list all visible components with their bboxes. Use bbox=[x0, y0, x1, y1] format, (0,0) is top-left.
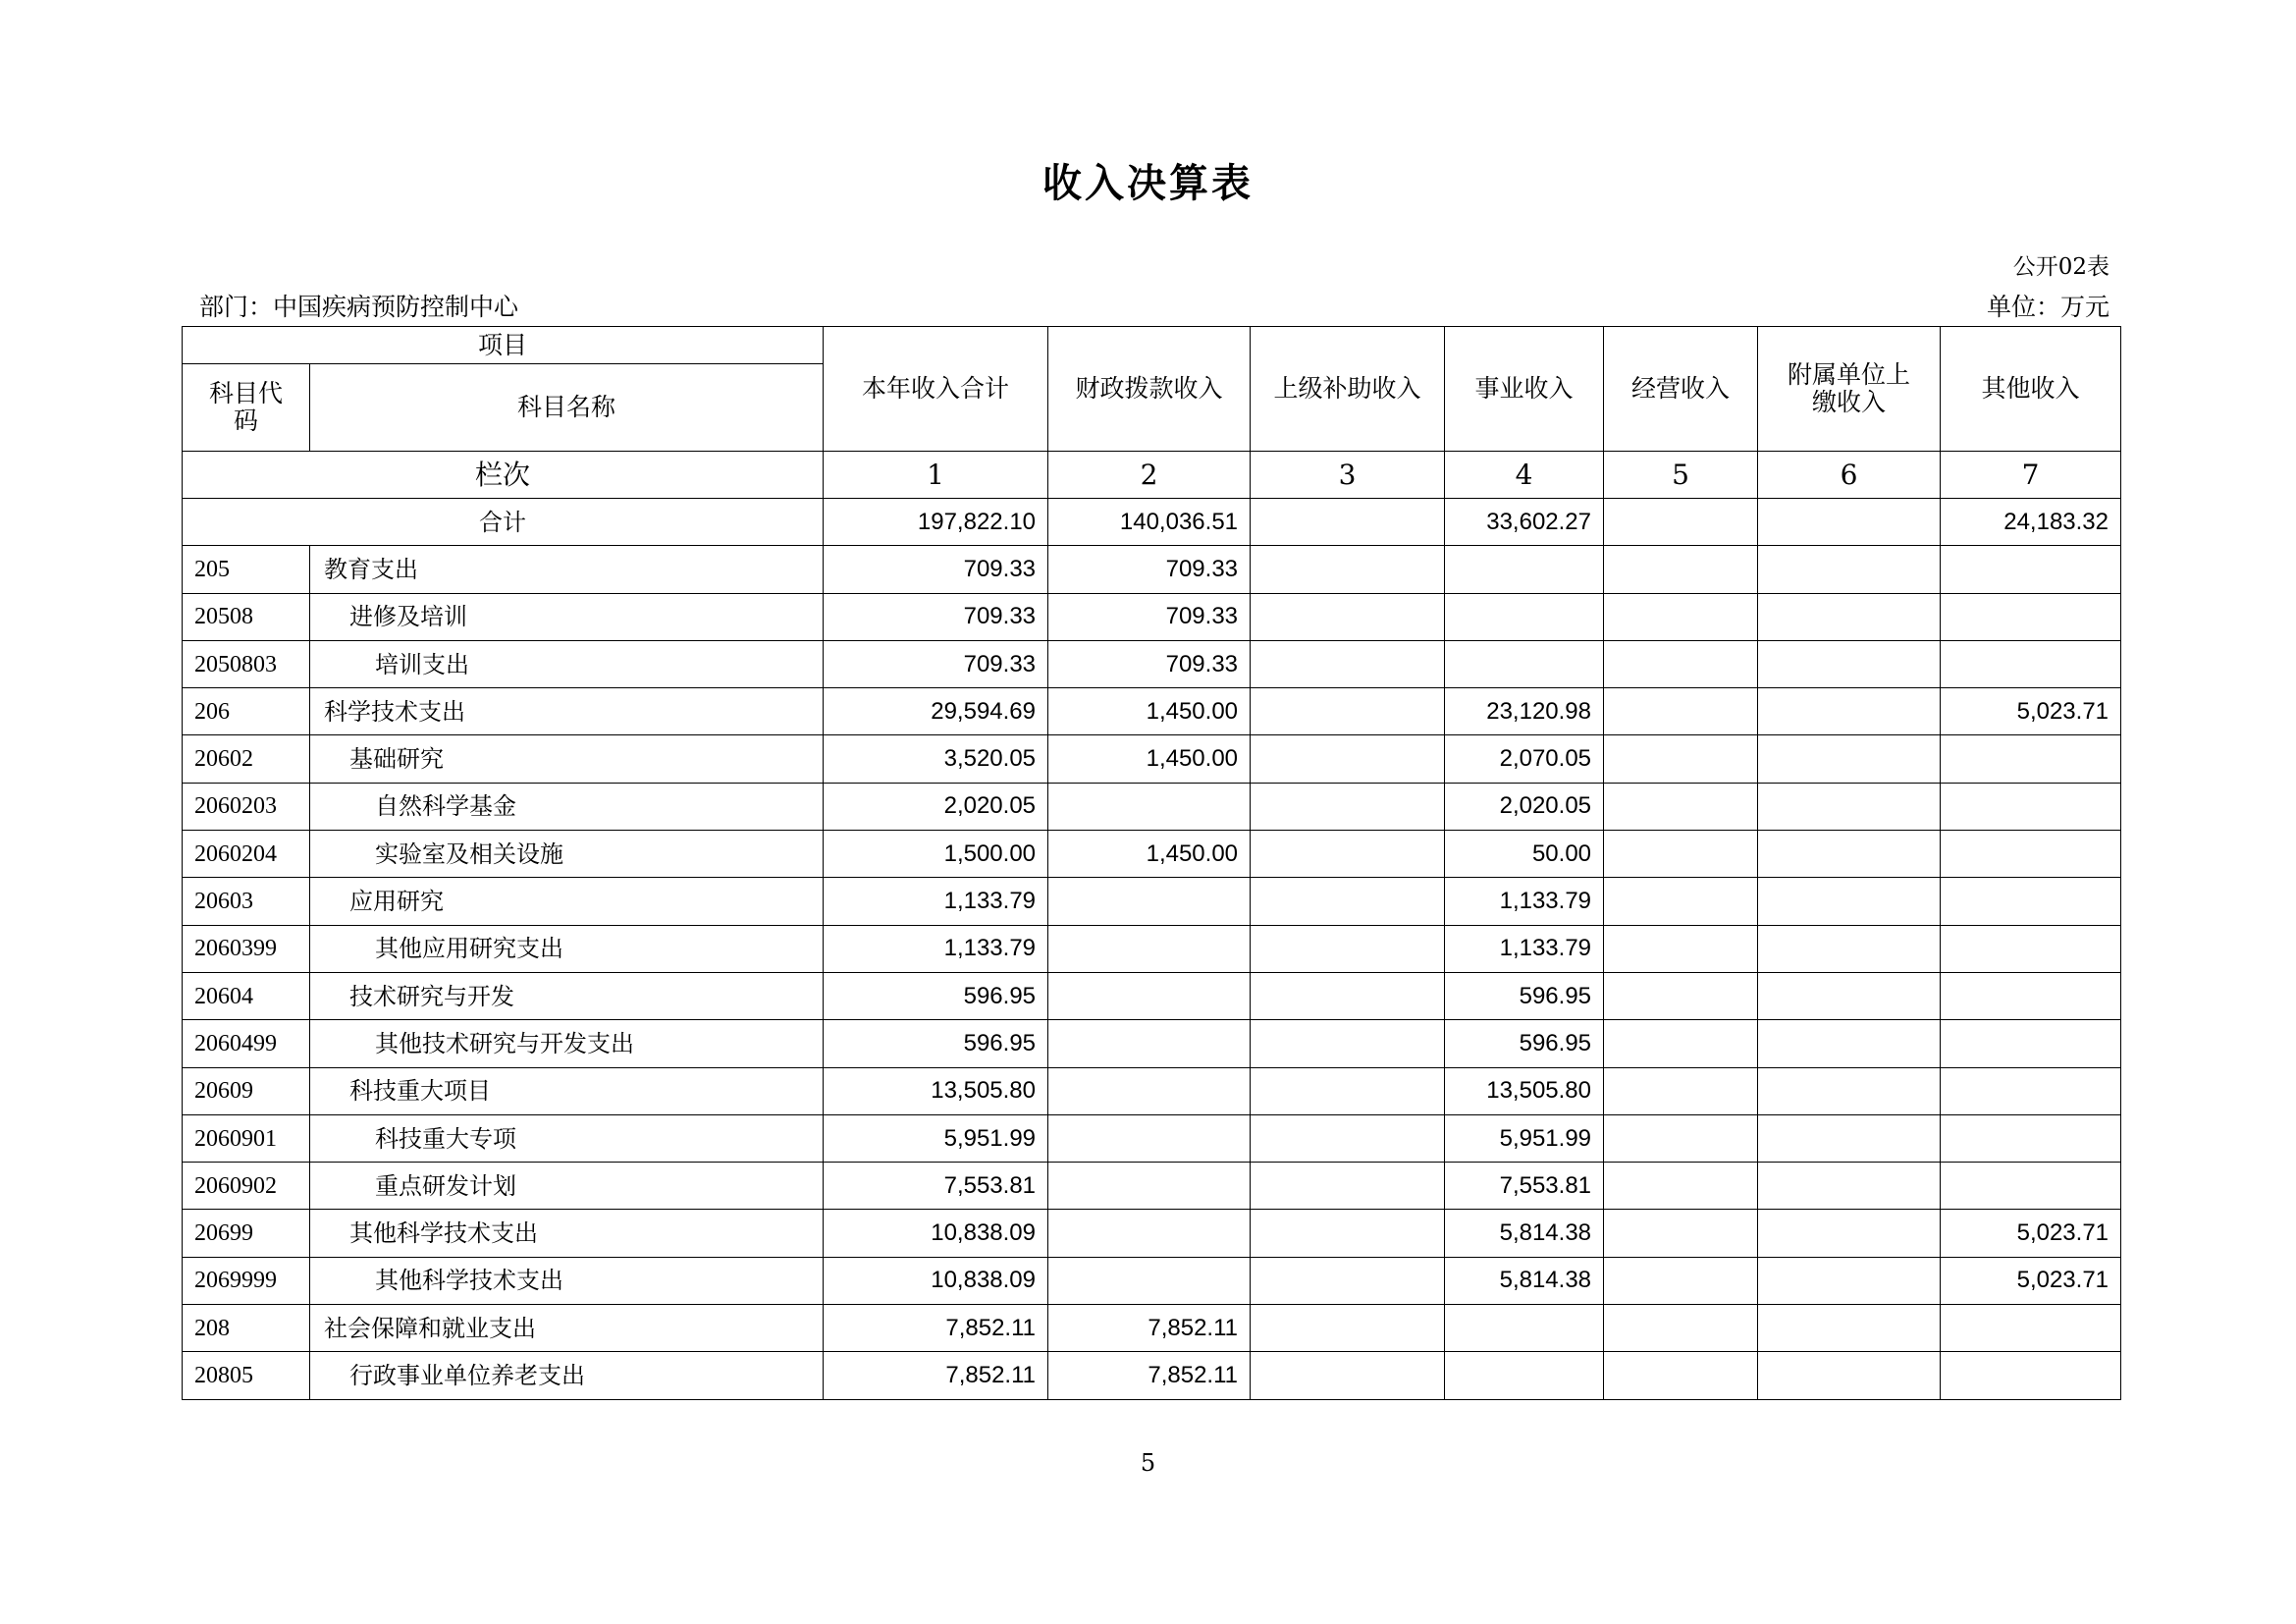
cell-col-1: 709.33 bbox=[824, 640, 1048, 687]
cell-col-4: 596.95 bbox=[1445, 1020, 1604, 1067]
total-value: 33,602.27 bbox=[1445, 499, 1604, 546]
cell-col-7 bbox=[1941, 1020, 2121, 1067]
cell-col-6 bbox=[1758, 1305, 1941, 1352]
cell-col-4: 1,133.79 bbox=[1445, 925, 1604, 972]
cell-col-3 bbox=[1251, 1257, 1445, 1304]
cell-col-2 bbox=[1048, 1020, 1251, 1067]
cell-col-4 bbox=[1445, 1352, 1604, 1399]
cell-col-4 bbox=[1445, 546, 1604, 593]
cell-col-3 bbox=[1251, 593, 1445, 640]
cell-col-2 bbox=[1048, 878, 1251, 925]
cell-col-4 bbox=[1445, 640, 1604, 687]
lanci-num-5: 5 bbox=[1604, 452, 1758, 499]
cell-col-1: 709.33 bbox=[824, 546, 1048, 593]
table-row bbox=[183, 1114, 2121, 1162]
cell-col-5 bbox=[1604, 593, 1758, 640]
cell-col-3 bbox=[1251, 1067, 1445, 1114]
cell-col-1: 709.33 bbox=[824, 593, 1048, 640]
cell-col-3 bbox=[1251, 831, 1445, 878]
subject-name: 科学技术支出 bbox=[310, 688, 824, 735]
table-row bbox=[183, 1305, 2121, 1352]
cell-col-7 bbox=[1941, 972, 2121, 1019]
cell-col-1: 1,133.79 bbox=[824, 878, 1048, 925]
subject-code: 2060499 bbox=[183, 1020, 310, 1067]
cell-col-7 bbox=[1941, 1352, 2121, 1399]
cell-col-6 bbox=[1758, 831, 1941, 878]
cell-col-6 bbox=[1758, 1114, 1941, 1162]
page-number: 5 bbox=[1140, 1449, 1156, 1477]
cell-col-6 bbox=[1758, 735, 1941, 783]
cell-col-7: 5,023.71 bbox=[1941, 1257, 2121, 1304]
header-col-6: 附属单位上缴收入 bbox=[1758, 327, 1941, 452]
cell-col-6 bbox=[1758, 640, 1941, 687]
cell-col-4: 5,814.38 bbox=[1445, 1210, 1604, 1257]
subject-name: 其他科学技术支出 bbox=[310, 1257, 824, 1304]
cell-col-1: 29,594.69 bbox=[824, 688, 1048, 735]
header-col-3: 上级补助收入 bbox=[1251, 327, 1445, 452]
cell-col-7 bbox=[1941, 640, 2121, 687]
cell-col-4: 596.95 bbox=[1445, 972, 1604, 1019]
table-row bbox=[183, 593, 2121, 640]
cell-col-1: 1,500.00 bbox=[824, 831, 1048, 878]
header-col-5: 经营收入 bbox=[1604, 327, 1758, 452]
cell-col-7 bbox=[1941, 831, 2121, 878]
cell-col-2 bbox=[1048, 925, 1251, 972]
subject-name: 其他技术研究与开发支出 bbox=[310, 1020, 824, 1067]
cell-col-5 bbox=[1604, 1352, 1758, 1399]
cell-col-5 bbox=[1604, 925, 1758, 972]
header-col-4: 事业收入 bbox=[1445, 327, 1604, 452]
table-row bbox=[183, 878, 2121, 925]
cell-col-6 bbox=[1758, 1210, 1941, 1257]
cell-col-2 bbox=[1048, 783, 1251, 830]
cell-col-7 bbox=[1941, 878, 2121, 925]
table-row bbox=[183, 831, 2121, 878]
cell-col-4 bbox=[1445, 1305, 1604, 1352]
subject-code: 2050803 bbox=[183, 640, 310, 687]
cell-col-7 bbox=[1941, 1114, 2121, 1162]
cell-col-6 bbox=[1758, 546, 1941, 593]
cell-col-4: 1,133.79 bbox=[1445, 878, 1604, 925]
header-row-item bbox=[183, 327, 2121, 364]
subject-code: 20508 bbox=[183, 593, 310, 640]
subject-name: 培训支出 bbox=[310, 640, 824, 687]
cell-col-5 bbox=[1604, 546, 1758, 593]
cell-col-1: 13,505.80 bbox=[824, 1067, 1048, 1114]
cell-col-3 bbox=[1251, 546, 1445, 593]
cell-col-7: 5,023.71 bbox=[1941, 1210, 2121, 1257]
cell-col-3 bbox=[1251, 1352, 1445, 1399]
cell-col-2: 709.33 bbox=[1048, 593, 1251, 640]
subject-code: 2060399 bbox=[183, 925, 310, 972]
cell-col-3 bbox=[1251, 1163, 1445, 1210]
subject-code: 2060203 bbox=[183, 783, 310, 830]
subject-code: 20699 bbox=[183, 1210, 310, 1257]
cell-col-1: 596.95 bbox=[824, 972, 1048, 1019]
table-row bbox=[183, 1210, 2121, 1257]
cell-col-5 bbox=[1604, 640, 1758, 687]
unit-label: 单位：万元 bbox=[1986, 293, 2109, 321]
table-row bbox=[183, 783, 2121, 830]
cell-col-1: 7,852.11 bbox=[824, 1305, 1048, 1352]
subject-code: 20604 bbox=[183, 972, 310, 1019]
cell-col-7 bbox=[1941, 735, 2121, 783]
cell-col-3 bbox=[1251, 640, 1445, 687]
table-row bbox=[183, 925, 2121, 972]
total-value bbox=[1251, 499, 1445, 546]
subject-name: 社会保障和就业支出 bbox=[310, 1305, 824, 1352]
cell-col-2: 709.33 bbox=[1048, 640, 1251, 687]
cell-col-5 bbox=[1604, 1114, 1758, 1162]
cell-col-4: 5,951.99 bbox=[1445, 1114, 1604, 1162]
subject-name: 技术研究与开发 bbox=[310, 972, 824, 1019]
lanci-num-7: 7 bbox=[1941, 452, 2121, 499]
total-value bbox=[1758, 499, 1941, 546]
table-row bbox=[183, 546, 2121, 593]
cell-col-5 bbox=[1604, 878, 1758, 925]
cell-col-1: 2,020.05 bbox=[824, 783, 1048, 830]
cell-col-3 bbox=[1251, 925, 1445, 972]
cell-col-4: 7,553.81 bbox=[1445, 1163, 1604, 1210]
cell-col-3 bbox=[1251, 878, 1445, 925]
total-value: 140,036.51 bbox=[1048, 499, 1251, 546]
subject-name: 基础研究 bbox=[310, 735, 824, 783]
cell-col-6 bbox=[1758, 878, 1941, 925]
cell-col-7 bbox=[1941, 783, 2121, 830]
table-row bbox=[183, 1067, 2121, 1114]
table-row bbox=[183, 1163, 2121, 1210]
header-col-2: 财政拨款收入 bbox=[1048, 327, 1251, 452]
cell-col-2 bbox=[1048, 1067, 1251, 1114]
cell-col-2 bbox=[1048, 1163, 1251, 1210]
total-value: 197,822.10 bbox=[824, 499, 1048, 546]
header-item: 项目 bbox=[183, 327, 824, 364]
cell-col-1: 10,838.09 bbox=[824, 1257, 1048, 1304]
cell-col-1: 5,951.99 bbox=[824, 1114, 1048, 1162]
lanci-num-4: 4 bbox=[1445, 452, 1604, 499]
table-row bbox=[183, 735, 2121, 783]
lanci-num-3: 3 bbox=[1251, 452, 1445, 499]
cell-col-1: 7,852.11 bbox=[824, 1352, 1048, 1399]
subject-name: 教育支出 bbox=[310, 546, 824, 593]
cell-col-4: 23,120.98 bbox=[1445, 688, 1604, 735]
cell-col-5 bbox=[1604, 783, 1758, 830]
cell-col-5 bbox=[1604, 1163, 1758, 1210]
subject-name: 实验室及相关设施 bbox=[310, 831, 824, 878]
header-col-1: 本年收入合计 bbox=[824, 327, 1048, 452]
subject-code: 20603 bbox=[183, 878, 310, 925]
cell-col-6 bbox=[1758, 1020, 1941, 1067]
header-col-7: 其他收入 bbox=[1941, 327, 2121, 452]
cell-col-7 bbox=[1941, 1163, 2121, 1210]
cell-col-1: 596.95 bbox=[824, 1020, 1048, 1067]
subject-code: 2060902 bbox=[183, 1163, 310, 1210]
cell-col-2: 1,450.00 bbox=[1048, 735, 1251, 783]
cell-col-3 bbox=[1251, 1114, 1445, 1162]
cell-col-5 bbox=[1604, 1305, 1758, 1352]
cell-col-3 bbox=[1251, 1210, 1445, 1257]
subject-name: 自然科学基金 bbox=[310, 783, 824, 830]
income-table bbox=[182, 326, 2121, 1400]
header-name: 科目名称 bbox=[310, 364, 824, 452]
cell-col-2: 1,450.00 bbox=[1048, 831, 1251, 878]
cell-col-3 bbox=[1251, 1305, 1445, 1352]
cell-col-1: 7,553.81 bbox=[824, 1163, 1048, 1210]
cell-col-6 bbox=[1758, 1352, 1941, 1399]
lanci-num-6: 6 bbox=[1758, 452, 1941, 499]
report-title: 收入决算表 bbox=[1042, 161, 1254, 206]
subject-code: 2060204 bbox=[183, 831, 310, 878]
cell-col-2: 709.33 bbox=[1048, 546, 1251, 593]
cell-col-6 bbox=[1758, 1163, 1941, 1210]
table-row bbox=[183, 1020, 2121, 1067]
cell-col-5 bbox=[1604, 1210, 1758, 1257]
cell-col-2 bbox=[1048, 1257, 1251, 1304]
cell-col-2 bbox=[1048, 1210, 1251, 1257]
cell-col-7 bbox=[1941, 546, 2121, 593]
lanci-row bbox=[183, 452, 2121, 499]
cell-col-6 bbox=[1758, 688, 1941, 735]
subject-name: 其他科学技术支出 bbox=[310, 1210, 824, 1257]
lanci-label: 栏次 bbox=[183, 452, 824, 499]
total-value: 24,183.32 bbox=[1941, 499, 2121, 546]
table-row bbox=[183, 1257, 2121, 1304]
cell-col-7: 5,023.71 bbox=[1941, 688, 2121, 735]
table-row bbox=[183, 688, 2121, 735]
cell-col-6 bbox=[1758, 1067, 1941, 1114]
subject-code: 20609 bbox=[183, 1067, 310, 1114]
cell-col-5 bbox=[1604, 972, 1758, 1019]
table-row bbox=[183, 972, 2121, 1019]
header-code: 科目代码 bbox=[183, 364, 310, 452]
cell-col-6 bbox=[1758, 972, 1941, 1019]
subject-name: 应用研究 bbox=[310, 878, 824, 925]
department-label: 部门：中国疾病预防控制中心 bbox=[199, 293, 519, 321]
cell-col-1: 1,133.79 bbox=[824, 925, 1048, 972]
subject-name: 科技重大专项 bbox=[310, 1114, 824, 1162]
subject-code: 20805 bbox=[183, 1352, 310, 1399]
cell-col-4: 50.00 bbox=[1445, 831, 1604, 878]
table-row bbox=[183, 1352, 2121, 1399]
cell-col-2 bbox=[1048, 972, 1251, 1019]
cell-col-6 bbox=[1758, 925, 1941, 972]
subject-code: 20602 bbox=[183, 735, 310, 783]
subject-code: 206 bbox=[183, 688, 310, 735]
lanci-num-1: 1 bbox=[824, 452, 1048, 499]
table-row bbox=[183, 640, 2121, 687]
cell-col-1: 10,838.09 bbox=[824, 1210, 1048, 1257]
cell-col-5 bbox=[1604, 831, 1758, 878]
subject-code: 2060901 bbox=[183, 1114, 310, 1162]
cell-col-4: 2,020.05 bbox=[1445, 783, 1604, 830]
cell-col-5 bbox=[1604, 735, 1758, 783]
cell-col-3 bbox=[1251, 688, 1445, 735]
cell-col-5 bbox=[1604, 1067, 1758, 1114]
form-number: 公开02表 bbox=[2012, 254, 2109, 280]
subject-code: 208 bbox=[183, 1305, 310, 1352]
cell-col-1: 3,520.05 bbox=[824, 735, 1048, 783]
cell-col-2: 7,852.11 bbox=[1048, 1352, 1251, 1399]
subject-name: 重点研发计划 bbox=[310, 1163, 824, 1210]
cell-col-3 bbox=[1251, 783, 1445, 830]
cell-col-2: 1,450.00 bbox=[1048, 688, 1251, 735]
cell-col-3 bbox=[1251, 1020, 1445, 1067]
cell-col-4: 13,505.80 bbox=[1445, 1067, 1604, 1114]
cell-col-5 bbox=[1604, 1257, 1758, 1304]
total-value bbox=[1604, 499, 1758, 546]
subject-code: 2069999 bbox=[183, 1257, 310, 1304]
total-row bbox=[183, 499, 2121, 546]
cell-col-2 bbox=[1048, 1114, 1251, 1162]
cell-col-5 bbox=[1604, 688, 1758, 735]
cell-col-6 bbox=[1758, 783, 1941, 830]
subject-name: 其他应用研究支出 bbox=[310, 925, 824, 972]
cell-col-7 bbox=[1941, 1067, 2121, 1114]
cell-col-4: 2,070.05 bbox=[1445, 735, 1604, 783]
subject-code: 205 bbox=[183, 546, 310, 593]
cell-col-3 bbox=[1251, 735, 1445, 783]
cell-col-3 bbox=[1251, 972, 1445, 1019]
cell-col-5 bbox=[1604, 1020, 1758, 1067]
cell-col-6 bbox=[1758, 1257, 1941, 1304]
cell-col-7 bbox=[1941, 1305, 2121, 1352]
lanci-num-2: 2 bbox=[1048, 452, 1251, 499]
cell-col-2: 7,852.11 bbox=[1048, 1305, 1251, 1352]
subject-name: 科技重大项目 bbox=[310, 1067, 824, 1114]
cell-col-4 bbox=[1445, 593, 1604, 640]
cell-col-6 bbox=[1758, 593, 1941, 640]
cell-col-4: 5,814.38 bbox=[1445, 1257, 1604, 1304]
total-label: 合计 bbox=[183, 499, 824, 546]
subject-name: 进修及培训 bbox=[310, 593, 824, 640]
cell-col-7 bbox=[1941, 925, 2121, 972]
subject-name: 行政事业单位养老支出 bbox=[310, 1352, 824, 1399]
cell-col-7 bbox=[1941, 593, 2121, 640]
